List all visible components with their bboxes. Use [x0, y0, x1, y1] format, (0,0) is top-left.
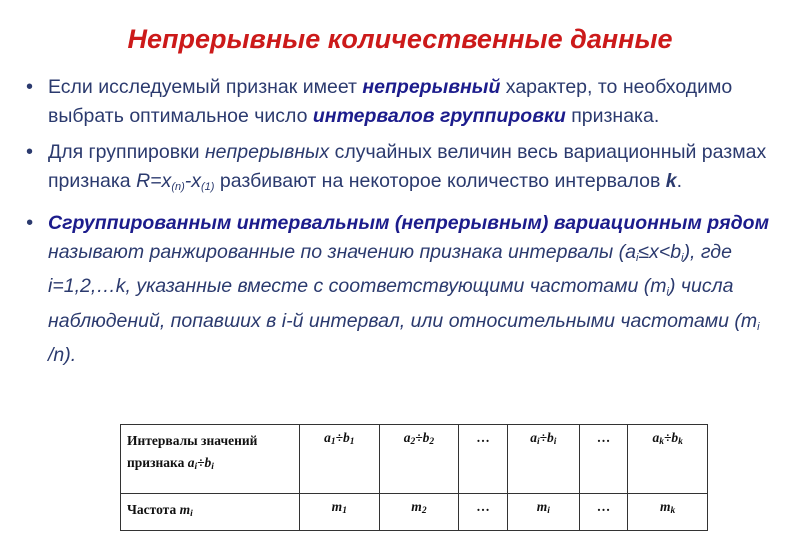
subscript: i: [547, 506, 550, 516]
math: ÷b: [335, 430, 350, 445]
formula-range: [136, 170, 214, 192]
math: m: [331, 499, 343, 514]
slide-title: Непрерывные количественные данные: [127, 24, 673, 54]
label-text: Интервалы значений признака: [127, 433, 258, 470]
interval-cell-ellipsis: [579, 425, 628, 494]
text: характер, то необходимо выбрать оптимальное число: [48, 76, 733, 127]
text: /n).: [48, 344, 77, 366]
bullet-definition: [22, 209, 782, 370]
text: случайных величин весь вариационный размах признака: [48, 141, 767, 192]
italic-continuous: непрерывных: [204, 141, 330, 163]
interval-count-k: k: [665, 169, 677, 192]
ellipsis: …: [476, 430, 490, 445]
subscript: k: [659, 437, 664, 447]
text: ), где i=1,2,…k, указанные вместе с соответствующими частотами (m: [48, 240, 732, 297]
label-text: Частота: [127, 502, 177, 517]
subscript: 2: [421, 506, 427, 516]
subscript: i: [211, 462, 214, 472]
text: Если исследуемый признак имеет: [48, 76, 363, 98]
subscript: 1: [330, 437, 336, 447]
interval-cell-2: [379, 425, 459, 494]
formula-r: R=x: [136, 169, 172, 192]
math: m: [411, 499, 422, 514]
math: ÷b: [539, 430, 554, 445]
text: ) числа наблюдений, попавших в i-й интервал, или относительными частотами (m: [48, 275, 758, 332]
frequency-cell-1: [300, 494, 380, 531]
interval-cell-1: [300, 425, 380, 494]
text: Для группировки: [48, 141, 205, 163]
subscript: k: [678, 437, 683, 447]
ellipsis: …: [596, 499, 611, 514]
math: ÷b: [415, 430, 430, 445]
subscript: k: [670, 506, 676, 516]
subscript-1: (1): [201, 180, 215, 193]
math: m: [179, 502, 191, 517]
text: признака.: [565, 104, 660, 127]
math: ÷b: [197, 455, 212, 470]
frequency-cell-i: [507, 494, 579, 531]
text: разбивают на некоторое количество интервалов: [214, 169, 666, 192]
math: a: [187, 455, 195, 470]
subscript: i: [553, 437, 557, 447]
subscript: i: [635, 251, 639, 264]
subscript: i: [194, 462, 198, 472]
interval-cell-ellipsis: [459, 425, 508, 494]
math: a: [530, 430, 537, 445]
table-row-frequency: [121, 494, 708, 531]
frequency-cell-ellipsis: [579, 494, 628, 531]
math: a: [403, 430, 411, 445]
subscript: i: [190, 509, 193, 519]
math: a: [324, 430, 331, 445]
math: a: [652, 430, 660, 445]
interval-cell-k: [628, 425, 708, 494]
ellipsis: …: [476, 499, 490, 514]
interval-cell-i: [507, 425, 579, 494]
subscript: 2: [429, 437, 435, 447]
frequency-cell-2: [379, 494, 459, 531]
subscript-n: (n): [171, 180, 185, 193]
bullet-list: [22, 73, 782, 370]
text: ≤x<b: [638, 240, 682, 263]
highlight-grouping-intervals: интервалов группировки: [312, 104, 566, 127]
bullet-continuous-nature: [22, 73, 782, 130]
subscript: 1: [342, 506, 347, 516]
frequency-cell-k: [628, 494, 708, 531]
interval-series-table: [120, 424, 708, 531]
math: m: [536, 499, 548, 514]
subscript: 2: [410, 437, 416, 447]
row-label-intervals: [121, 425, 300, 494]
subscript: i: [536, 437, 540, 447]
subscript: 1: [349, 437, 355, 447]
highlight-continuous: непрерывный: [362, 76, 501, 98]
row-label-frequency: [121, 494, 300, 531]
frequency-cell-ellipsis: [459, 494, 508, 531]
ellipsis: …: [596, 430, 611, 445]
math: m: [660, 499, 671, 514]
subscript: i: [757, 320, 760, 333]
highlight-definition-term: Сгруппированным интервальным (непрерывным) вариационным рядом: [48, 212, 770, 234]
formula-minus: -x: [184, 169, 202, 192]
text: называют ранжированные по значению признака интервалы (a: [48, 240, 636, 263]
bullet-range-split: [22, 138, 782, 201]
math: ÷b: [663, 430, 679, 445]
table-row-intervals: [121, 425, 708, 494]
subscript: i: [681, 251, 684, 264]
subscript: i: [666, 286, 669, 298]
text: .: [676, 169, 683, 192]
